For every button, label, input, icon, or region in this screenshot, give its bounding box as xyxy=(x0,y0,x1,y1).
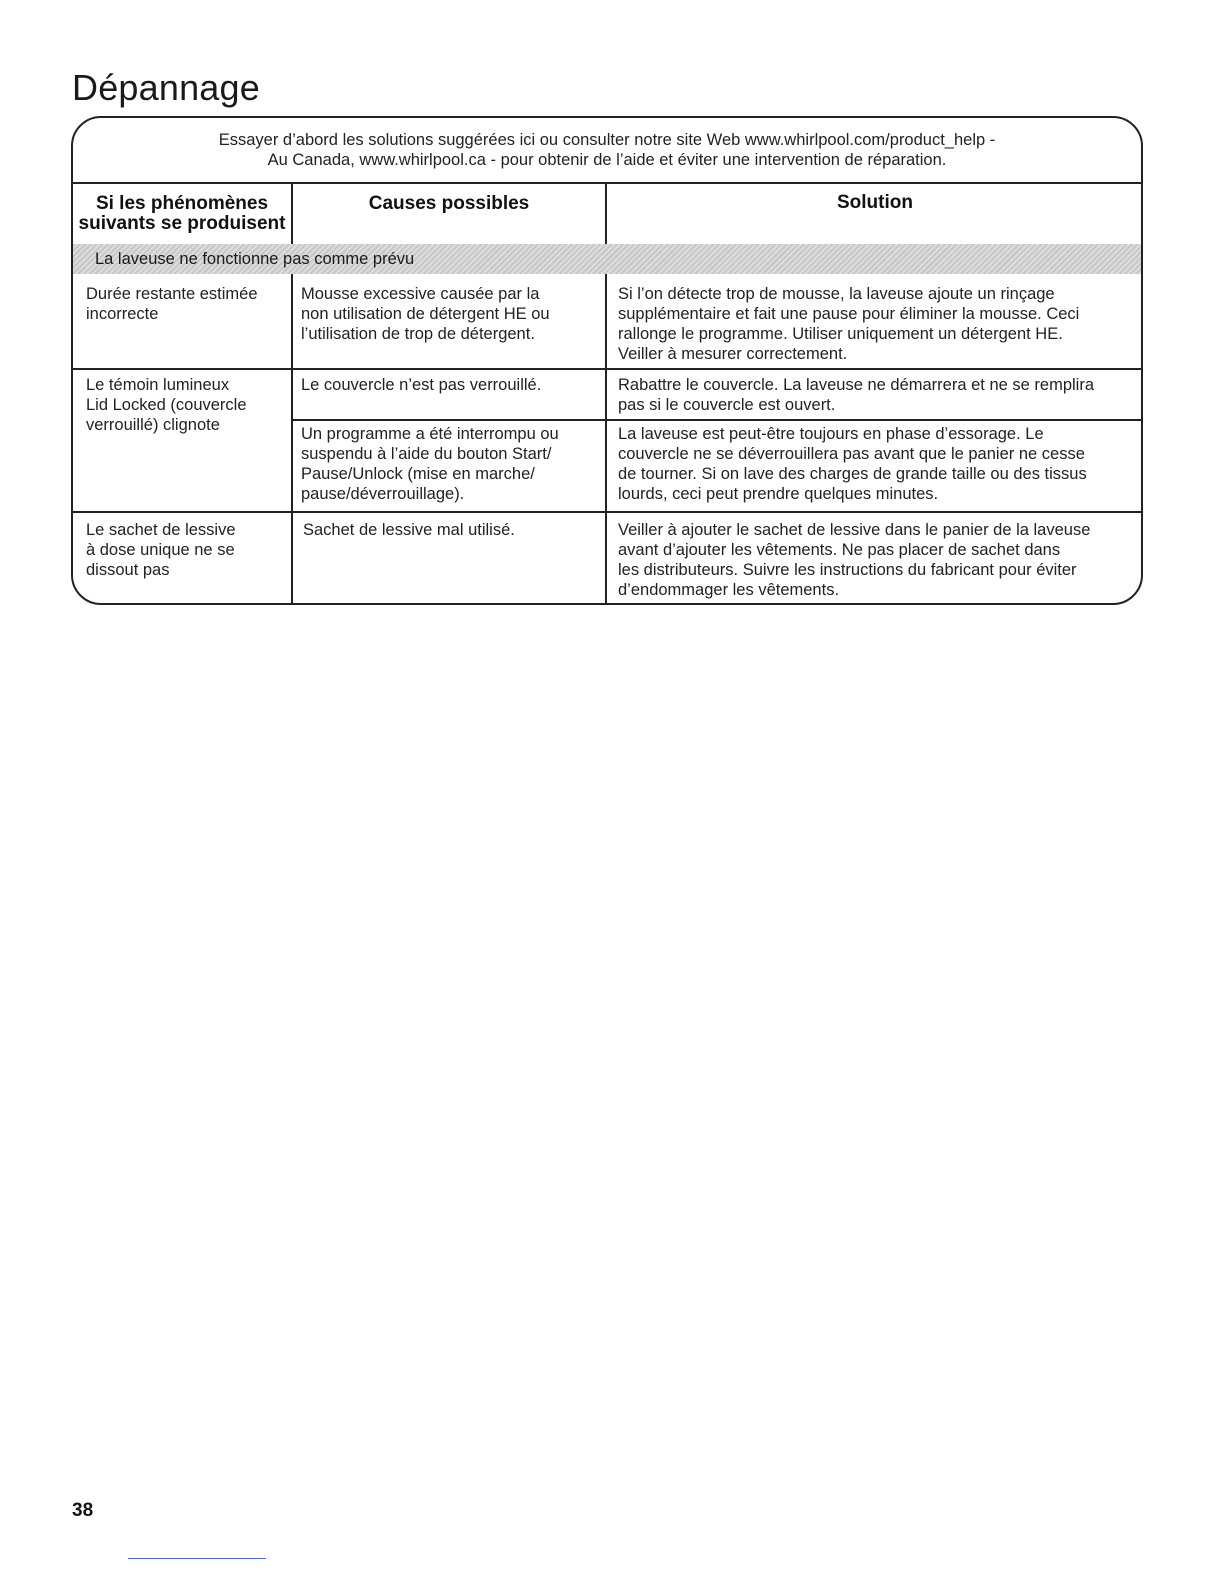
row-separator-3 xyxy=(73,511,1141,513)
intro-line-2: Au Canada, www.whirlpool.ca - pour obtenir de l’aide et éviter une intervention de réparation. xyxy=(267,151,947,169)
row-3-cause: Sachet de lessive mal utilisé. xyxy=(303,521,515,539)
header-symptom-line-1: Si les phénomènes xyxy=(95,193,269,214)
row-separator-2-sub xyxy=(293,419,1143,421)
row-3-solution: Veiller à ajouter le sachet de lessive dans le panier de la laveuse avant d’ajouter les vêtements. Ne pas placer de sachet dans les distributeurs. Suivre les instructions du fabricant pour éviter d’endommager les vêtements. xyxy=(618,521,1091,599)
page-number: 38 xyxy=(72,1500,94,1521)
header-symptom-line-2: suivants se produisent xyxy=(78,213,286,234)
row-3-symptom: Le sachet de lessive à dose unique ne se dissout pas xyxy=(86,521,236,579)
troubleshooting-table xyxy=(71,116,1143,605)
header-causes: Causes possibles xyxy=(368,193,530,214)
section-title: La laveuse ne fonctionne pas comme prévu xyxy=(95,250,415,268)
row-1-symptom: Durée restante estimée incorrecte xyxy=(86,285,258,323)
page-title: Dépannage xyxy=(72,67,260,108)
column-divider-1 xyxy=(291,274,293,605)
row-2-solution-2: La laveuse est peut-être toujours en phase d’essorage. Le couvercle ne se déverrouillera pas avant que le panier ne cesse de tourner. Si on lave des charges de grande taille ou des tissus lourds, ceci peut prendre quelques minutes. xyxy=(618,425,1087,503)
row-1-cause: Mousse excessive causée par la non utilisation de détergent HE ou l’utilisation de trop de détergent. xyxy=(301,285,550,343)
row-2-symptom: Le témoin lumineux Lid Locked (couvercle verrouillé) clignote xyxy=(86,376,247,434)
header-top-rule xyxy=(73,182,1141,184)
header-symptom xyxy=(73,194,291,234)
row-2-solution-1: Rabattre le couvercle. La laveuse ne démarrera et ne se remplira pas si le couvercle est ouvert. xyxy=(618,376,1094,414)
row-separator-1 xyxy=(73,368,1141,370)
row-1-solution: Si l’on détecte trop de mousse, la laveuse ajoute un rinçage supplémentaire et fait une pause pour éliminer la mousse. Ceci rallonge le programme. Utiliser uniquement un détergent HE. Veiller à mesurer correctement. xyxy=(618,285,1080,363)
header-solution: Solution xyxy=(837,192,913,213)
row-2-cause-2: Un programme a été interrompu ou suspendu à l’aide du bouton Start/ Pause/Unlock (mise en marche/ pause/déverrouillage). xyxy=(301,425,559,503)
row-2-cause-1: Le couvercle n’est pas verrouillé. xyxy=(301,376,542,394)
section-header xyxy=(73,244,1141,274)
header-divider-2 xyxy=(605,182,607,244)
intro-line-1: Essayer d’abord les solutions suggérées ici ou consulter notre site Web www.whirlpool.com/product_help - xyxy=(218,131,996,149)
intro-text xyxy=(73,130,1141,170)
footer-rule xyxy=(128,1558,266,1559)
column-divider-2 xyxy=(605,274,607,605)
